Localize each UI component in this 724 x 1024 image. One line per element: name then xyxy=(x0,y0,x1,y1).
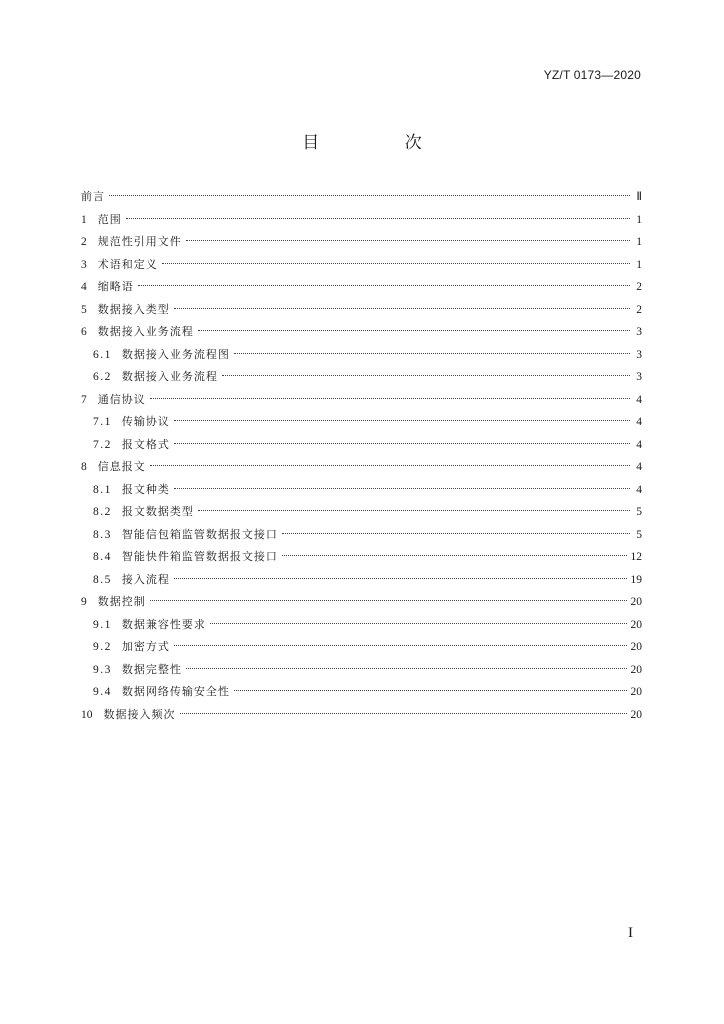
toc-leader-dots xyxy=(109,195,630,196)
toc-entry-number: 5 xyxy=(81,303,87,316)
toc-leader-dots xyxy=(198,510,630,511)
toc-title: 目 次 xyxy=(302,133,462,153)
toc-leader-dots xyxy=(186,240,630,241)
toc-entry-page: 3 xyxy=(636,326,642,338)
toc-entry-number: 7 xyxy=(81,393,87,406)
toc-entry-number: 8.1 xyxy=(93,483,112,496)
toc-leader-dots xyxy=(186,668,627,669)
toc-entry-number: 9.3 xyxy=(93,663,112,676)
toc-entry-page: 20 xyxy=(630,663,642,676)
toc-entry-number: 4 xyxy=(81,281,87,293)
toc-entry-label: 数据接入频次 xyxy=(103,707,176,721)
toc-entry-page: 12 xyxy=(630,551,642,563)
toc-entry-number: 6 xyxy=(81,326,87,338)
toc-entry[interactable] xyxy=(81,276,642,299)
toc-entry-label: 数据接入类型 xyxy=(97,302,170,316)
toc-entry-number: 2 xyxy=(81,236,87,248)
toc-entry[interactable] xyxy=(81,479,642,502)
toc-entry-number: 8 xyxy=(81,461,87,473)
toc-entry-label: 前言 xyxy=(81,190,105,203)
toc-entry[interactable] xyxy=(81,366,642,389)
toc-entry-page: 4 xyxy=(636,483,642,496)
toc-entry-label: 数据兼容性要求 xyxy=(121,617,206,631)
toc-entry-page: 20 xyxy=(630,686,642,698)
toc-entry-page: 3 xyxy=(636,371,642,383)
toc-entry-number: 9.1 xyxy=(93,618,112,631)
toc-entry-page: 1 xyxy=(636,213,642,226)
toc-entry-label: 数据接入业务流程图 xyxy=(121,347,230,361)
toc-entry-number: 9.4 xyxy=(93,686,112,698)
toc-leader-dots xyxy=(282,533,630,534)
toc-entry[interactable] xyxy=(81,456,642,479)
toc-entry-page: 19 xyxy=(630,573,642,586)
toc-entry[interactable] xyxy=(81,321,642,344)
toc-entry-number: 9.2 xyxy=(93,641,112,653)
toc-entry-page: 5 xyxy=(636,506,642,518)
toc-entry-label: 规范性引用文件 xyxy=(97,235,182,248)
toc-entry-number: 7.1 xyxy=(93,416,112,428)
toc-leader-dots xyxy=(222,375,630,376)
toc-entry[interactable] xyxy=(81,344,642,367)
toc-entry-label: 智能信包箱监管数据报文接口 xyxy=(121,527,278,541)
toc-entry-label: 数据接入业务流程 xyxy=(97,325,194,338)
toc-entry-page: 2 xyxy=(636,281,642,293)
page-number: I xyxy=(628,925,633,941)
toc-entry-page: 5 xyxy=(636,528,642,541)
toc-leader-dots xyxy=(282,555,627,556)
toc-entry[interactable] xyxy=(81,569,642,592)
toc-entry[interactable] xyxy=(81,659,642,682)
toc-entry[interactable] xyxy=(81,186,642,209)
toc-entry-number: 9 xyxy=(81,596,87,608)
toc-leader-dots xyxy=(174,578,627,579)
toc-entry-page: 4 xyxy=(636,438,642,451)
toc-leader-dots xyxy=(234,353,630,354)
toc-entry-number: 8.5 xyxy=(93,573,112,586)
toc-entry-label: 数据控制 xyxy=(97,595,146,608)
toc-entry-page: 3 xyxy=(636,348,642,361)
toc-entry-label: 报文数据类型 xyxy=(121,505,194,518)
toc-entry-page: 2 xyxy=(636,303,642,316)
toc-entry-page: 20 xyxy=(630,641,642,653)
toc-leader-dots xyxy=(150,465,630,466)
toc-entry-page: 20 xyxy=(630,618,642,631)
toc-entry-label: 加密方式 xyxy=(121,640,170,653)
toc-leader-dots xyxy=(150,398,630,399)
toc-leader-dots xyxy=(234,690,627,691)
toc-entry-page: 1 xyxy=(636,258,642,271)
toc-entry[interactable] xyxy=(81,389,642,412)
toc-leader-dots xyxy=(138,285,630,286)
toc-entry[interactable] xyxy=(81,299,642,322)
toc-entry-page: 20 xyxy=(630,708,642,721)
toc-entry-number: 7.2 xyxy=(93,438,112,451)
toc-entry-number: 10 xyxy=(81,708,93,721)
toc-entry-label: 范围 xyxy=(97,212,122,226)
toc-leader-dots xyxy=(150,600,627,601)
toc-entry[interactable] xyxy=(81,614,642,637)
toc-leader-dots xyxy=(174,420,630,421)
toc-entry-label: 数据接入业务流程 xyxy=(121,370,218,383)
toc-leader-dots xyxy=(210,623,627,624)
toc-entry-label: 传输协议 xyxy=(121,415,170,428)
toc-entry[interactable] xyxy=(81,681,642,704)
toc-entry-number: 8.3 xyxy=(93,528,112,541)
toc-leader-dots xyxy=(198,330,630,331)
toc-entry-number: 6.2 xyxy=(93,371,112,383)
toc-entry-label: 数据完整性 xyxy=(121,662,182,676)
toc-entry-label: 通信协议 xyxy=(97,392,146,406)
toc-entry-label: 数据网络传输安全性 xyxy=(121,685,230,698)
toc-entry-number: 8.4 xyxy=(93,551,112,563)
toc-leader-dots xyxy=(174,443,630,444)
toc-entry-number: 8.2 xyxy=(93,506,112,518)
toc-entry[interactable] xyxy=(81,411,642,434)
toc-entry-number: 3 xyxy=(81,258,87,271)
toc-entry[interactable] xyxy=(81,254,642,277)
toc-entry[interactable] xyxy=(81,209,642,232)
toc-entry-page: 4 xyxy=(636,461,642,473)
toc-leader-dots xyxy=(174,308,630,309)
toc-entry-page: 4 xyxy=(636,393,642,406)
toc-entry-label: 智能快件箱监管数据报文接口 xyxy=(121,550,278,563)
toc-entry-page: 4 xyxy=(636,416,642,428)
standard-code: YZ/T 0173—2020 xyxy=(543,68,641,82)
toc-entry[interactable] xyxy=(81,636,642,659)
toc-entry-label: 术语和定义 xyxy=(97,257,158,271)
toc-entry[interactable] xyxy=(81,501,642,524)
toc-leader-dots xyxy=(174,645,627,646)
toc-entry-number: 1 xyxy=(81,213,87,226)
toc-entry-page: 20 xyxy=(630,596,642,608)
table-of-contents xyxy=(81,186,642,726)
toc-leader-dots xyxy=(162,263,630,264)
toc-entry-label: 报文种类 xyxy=(121,482,170,496)
toc-entry[interactable] xyxy=(81,434,642,457)
toc-entry-label: 报文格式 xyxy=(121,437,170,451)
toc-entry-number: 6.1 xyxy=(93,348,112,361)
toc-entry-label: 接入流程 xyxy=(121,572,170,586)
toc-entry-label: 缩略语 xyxy=(97,280,134,293)
toc-entry[interactable] xyxy=(81,524,642,547)
toc-entry[interactable] xyxy=(81,546,642,569)
toc-leader-dots xyxy=(180,713,627,714)
toc-entry-page: 1 xyxy=(636,236,642,248)
toc-entry[interactable] xyxy=(81,591,642,614)
toc-entry[interactable] xyxy=(81,704,642,727)
toc-entry-page: Ⅱ xyxy=(636,191,642,203)
toc-entry[interactable] xyxy=(81,231,642,254)
toc-leader-dots xyxy=(126,218,630,219)
toc-leader-dots xyxy=(174,488,630,489)
toc-entry-label: 信息报文 xyxy=(97,460,146,473)
